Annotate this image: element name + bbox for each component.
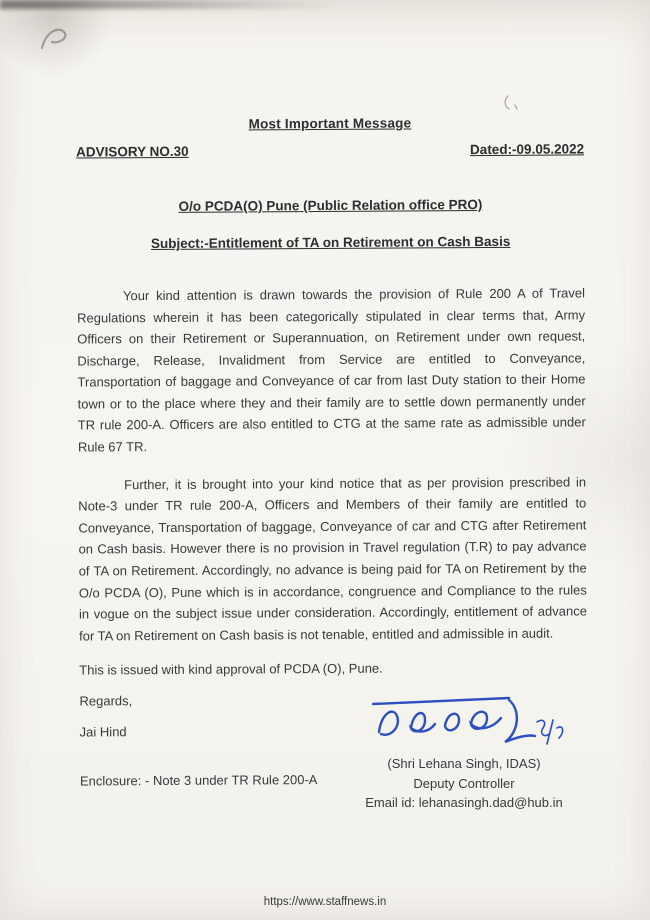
banner-title: Most Important Message [248, 115, 412, 132]
paragraph-2: Further, it is brought into your kind notice that as per provision prescribed in Note-3 under TR rule 200-A, Officers and Members of their family are entitled to Conveyance, Transportation of baggage, Conveyance of car and CTG after Retirement on Cash basis. However there is no provision in Travel regulation (T.R) to pay advance of TA on Retirement. Accordingly, no advance is being paid for TA on Retirement by the O/o PCDA (O), Pune which is in accordance, congruence and Compliance to the rules in vogue on the subject issue under consideration. Accordingly, entitlement of advance for TA on Retirement on Cash basis is not tenable, entitled and admissible in audit. [78, 474, 587, 644]
signatory-email: Email id: lehanasingh.dad@hub.in [365, 795, 563, 810]
subject-heading: Subject:-Entitlement of TA on Retirement on Cash Basis [150, 233, 511, 252]
dated-label: Dated:-09.05.2022 [469, 141, 585, 158]
regards-line: Regards, [79, 693, 133, 709]
advisory-number: ADVISORY NO.30 [76, 143, 189, 160]
approval-line: This is issued with kind approval of PCDA (O), Pune. [79, 660, 383, 678]
handwritten-signature [359, 688, 569, 752]
office-heading: O/o PCDA(O) Pune (Public Relation office PRO) [178, 197, 483, 214]
signature-block [334, 688, 594, 813]
footer-url: https://www.staffnews.in [263, 896, 387, 908]
signatory-designation: Deputy Controller [413, 775, 515, 791]
paragraph-1: Your kind attention is drawn towards the provision of Rule 200 A of Travel Regulations wherein it has been categorically stipulated in clear terms that, Army Officers on their Retirement or Superannuation, on Retirement under own request, Discharge, Release, Invalidment from Service are entitled to Conveyance, Transportation of baggage and Conveyance of car from last Duty station to their Home town or to the place where they and their family are to settle down permanently under TR rule 200-A. Officers are also entitled to CTG at the same rate as admissible under Rule 67 TR. [77, 285, 586, 455]
advisory-meta-row [76, 141, 584, 159]
jai-hind-line: Jai Hind [79, 724, 127, 740]
signatory-name: (Shri Lehana Singh, IDAS) [387, 756, 541, 771]
enclosure-line: Enclosure: - Note 3 under TR Rule 200-A [79, 772, 318, 789]
